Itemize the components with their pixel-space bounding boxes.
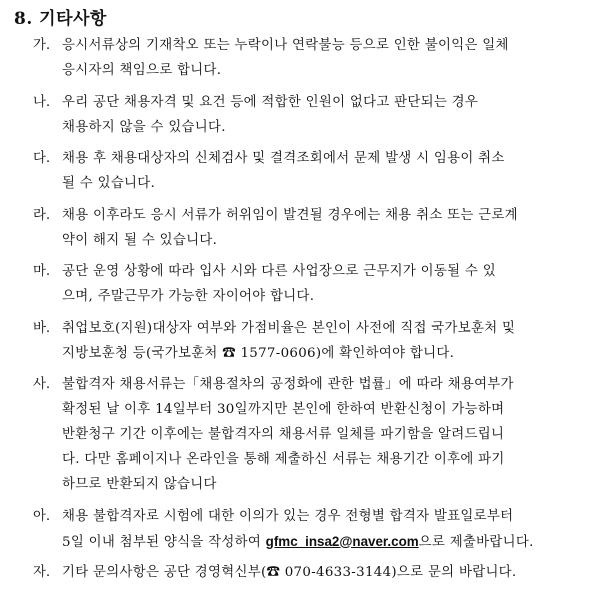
item-marker: 라. (33, 207, 51, 223)
list-item (0, 372, 600, 497)
list-item (0, 33, 600, 83)
item-text-line: 기타 문의사항은 공단 경영혁신부(☎ 070-4633-3144)으로 문의 바랍니다. (62, 565, 517, 580)
item-marker: 아. (33, 508, 51, 524)
item-text-line: 공단 운영 상황에 따라 입사 시와 다른 사업장으로 근무지가 이동될 수 있 (62, 264, 496, 279)
item-marker: 다. (33, 151, 51, 166)
item-text-line: 하므로 반환되지 않습니다 (62, 477, 217, 492)
notice-list (0, 33, 600, 592)
item-marker: 사. (33, 377, 51, 392)
list-item (0, 504, 600, 554)
list-item (0, 146, 600, 196)
list-item (0, 203, 600, 253)
section-heading: 8. 기타사항 (14, 9, 107, 29)
item-text-segment: 5일 이내 첨부된 양식을 작성하여 (62, 534, 262, 550)
item-marker: 마. (33, 264, 51, 279)
item-text-line: 응시자의 책임으로 합니다. (62, 63, 222, 78)
item-marker: 가. (33, 38, 51, 53)
item-text-line: 으며, 주말근무가 가능한 자이어야 합니다. (62, 289, 315, 304)
list-item (0, 316, 600, 366)
item-marker: 바. (33, 320, 51, 336)
item-text-line: 채용하지 않을 수 있습니다. (62, 119, 226, 135)
item-text-line: 응시서류상의 기재착오 또는 누락이나 연락불능 등으로 인한 불이익은 일체 (62, 38, 509, 53)
item-text-line: 채용 불합격자로 시험에 대한 이의가 있는 경우 전형별 합격자 발표일로부터 (62, 508, 514, 524)
item-text-line: 채용 이후라도 응시 서류가 허위임이 발견될 경우에는 채용 취소 또는 근로계 (62, 207, 518, 223)
list-item (0, 90, 600, 140)
item-text-segment: 으로 제출바랍니다. (418, 534, 534, 550)
item-text-line: 지방보훈청 등(국가보훈처 ☎ 1577-0606)에 확인하여야 합니다. (62, 345, 455, 361)
item-text-line: 될 수 있습니다. (62, 176, 156, 191)
item-text-line: 다. 다만 홈페이지나 온라인을 통해 제출하신 서류는 채용기간 이후에 파기 (62, 452, 505, 467)
item-text-line: 불합격자 채용서류는「채용절차의 공정화에 관한 법률」에 따라 채용여부가 (62, 377, 514, 392)
item-text-line: 약이 해지 될 수 있습니다. (62, 232, 218, 248)
item-text-line: 취업보호(지원)대상자 여부와 가점비율은 본인이 사전에 직접 국가보훈처 및 (62, 320, 516, 336)
list-item (0, 259, 600, 309)
list-item (0, 560, 600, 585)
item-text-line: 채용 후 채용대상자의 신체검사 및 결격조회에서 문제 발생 시 임용이 취소 (62, 151, 505, 166)
item-text-line: 확정된 날 이후 14일부터 30일까지만 본인에 한하여 반환신청이 가능하며 (62, 402, 505, 417)
item-text-line (62, 529, 534, 555)
item-text-line: 반환청구 기간 이후에는 불합격자의 채용서류 일체를 파기함을 알려드립니 (62, 427, 505, 442)
item-marker: 나. (33, 94, 51, 110)
item-text-line: 우리 공단 채용자격 및 요건 등에 적합한 인원이 없다고 판단되는 경우 (62, 94, 479, 110)
item-marker: 자. (33, 565, 51, 580)
contact-email-link[interactable]: gfmc_insa2@naver.com (265, 533, 419, 549)
